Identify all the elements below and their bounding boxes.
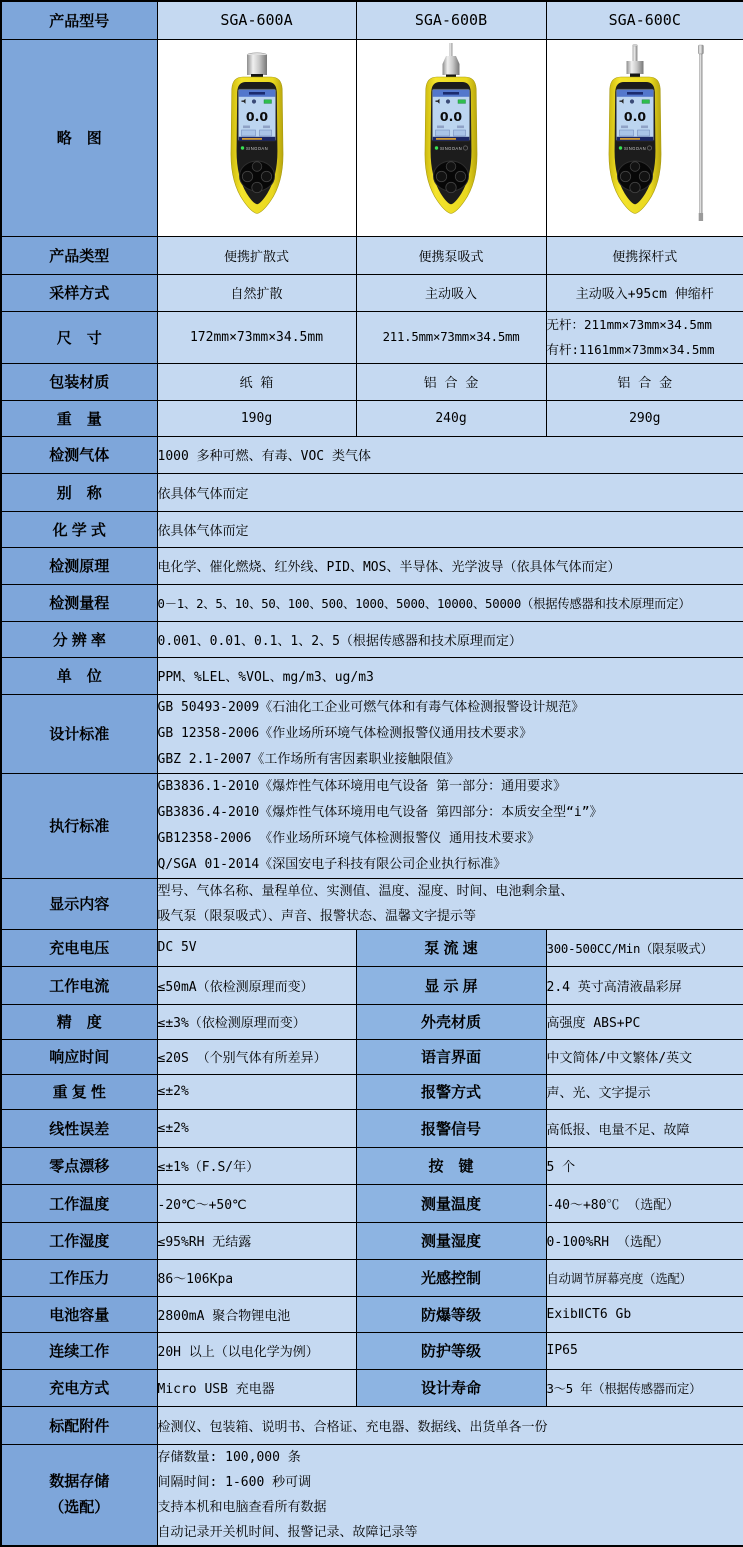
row-label-resolution: 分 辨 率 — [1, 621, 157, 657]
cell-repeatability: ≤±2% — [157, 1074, 356, 1109]
device-photo-sga-600c — [560, 43, 730, 228]
cell-pump-flow: 300-500CC/Min（限泵吸式） — [546, 929, 743, 966]
row-label-pump-flow: 泵 流 速 — [356, 929, 546, 966]
row-working-humidity-measure-humidity — [1, 1222, 743, 1259]
cell-continuous-work: 20H 以上（以电化学为例） — [157, 1332, 356, 1369]
row-detected-gases — [1, 436, 743, 473]
row-label-protection-grade: 防护等级 — [356, 1332, 546, 1369]
row-label-continuous-work: 连续工作 — [1, 1332, 157, 1369]
row-linearity-alarm-signal — [1, 1109, 743, 1147]
row-label-working-current: 工作电流 — [1, 966, 157, 1004]
device-screen-reading: 0.0 — [245, 109, 267, 124]
row-detection-range — [1, 584, 743, 621]
row-label-repeatability: 重 复 性 — [1, 1074, 157, 1109]
telescopic-probe-rod — [698, 45, 703, 221]
row-label-product-model: 产品型号 — [1, 1, 157, 39]
cell-working-temperature: -20℃～+50℃ — [157, 1184, 356, 1222]
cell-working-pressure: 86～106Kpa — [157, 1259, 356, 1296]
row-label-packing-material: 包装材质 — [1, 363, 157, 400]
cell-working-humidity: ≤95%RH 无结露 — [157, 1222, 356, 1259]
device-led — [240, 146, 243, 149]
row-chemical-formula — [1, 511, 743, 547]
cell-detection-range: 0－1、2、5、10、50、100、500、1000、5000、10000、50000（根据传感器和技术原理而定） — [157, 584, 743, 621]
cell-weight-c: 290g — [546, 400, 743, 436]
design-standard-line: GBZ 2.1-2007《工作场所有害因素职业接触限值》 — [158, 747, 743, 773]
display-content-line: 吸气泵（限泵吸式）、声音、报警状态、温馨文字提示等 — [158, 904, 743, 929]
row-label-display-content: 显示内容 — [1, 878, 157, 929]
cell-accuracy: ≤±3%（依检测原理而变） — [157, 1004, 356, 1039]
row-label-data-storage — [1, 1444, 157, 1546]
row-label-standard-accessories: 标配附件 — [1, 1406, 157, 1444]
cell-dimensions-a: 172mm×73mm×34.5mm — [157, 311, 356, 363]
row-label-display-screen: 显 示 屏 — [356, 966, 546, 1004]
row-working-pressure-light-control — [1, 1259, 743, 1296]
data-storage-line: 自动记录开关机时间、报警记录、故障记录等 — [158, 1520, 743, 1545]
cell-working-current: ≤50mA（依检测原理而变） — [157, 966, 356, 1004]
row-sampling-method — [1, 274, 743, 311]
cell-product-type-c: 便携探杆式 — [546, 236, 743, 274]
row-product-model — [1, 1, 743, 39]
cell-photo-sga-600b — [356, 39, 546, 236]
dimensions-c-line1: 无杆：211mm×73mm×34.5mm — [547, 312, 743, 337]
row-label-measure-humidity: 测量湿度 — [356, 1222, 546, 1259]
device-led — [435, 146, 438, 149]
row-label-language-ui: 语言界面 — [356, 1039, 546, 1074]
cell-measure-humidity: 0-100%RH （选配） — [546, 1222, 743, 1259]
row-label-design-standards: 设计标准 — [1, 694, 157, 773]
row-label-response-time: 响应时间 — [1, 1039, 157, 1074]
row-label-zero-drift: 零点漂移 — [1, 1147, 157, 1184]
row-label-product-type: 产品类型 — [1, 236, 157, 274]
cell-protection-grade: IP65 — [546, 1332, 743, 1369]
data-storage-label-line1: 数据存储 — [2, 1469, 157, 1495]
design-standard-line: GB 12358-2006《作业场所环境气体检测报警仪通用技术要求》 — [158, 721, 743, 747]
cell-sampling-a: 自然扩散 — [157, 274, 356, 311]
cell-detected-gases: 1000 多种可燃、有毒、VOC 类气体 — [157, 436, 743, 473]
dimensions-c-line2: 有杆:1161mm×73mm×34.5mm — [547, 337, 743, 362]
row-repeatability-alarm-mode — [1, 1074, 743, 1109]
row-label-explosion-proof-grade: 防爆等级 — [356, 1296, 546, 1332]
design-standard-line: GB 50493-2009《石油化工企业可燃气体和有毒气体检测报警设计规范》 — [158, 695, 743, 721]
execution-standard-line: GB12358-2006 《作业场所环境气体检测报警仪 通用技术要求》 — [158, 826, 743, 852]
cell-packing-a: 纸 箱 — [157, 363, 356, 400]
cell-product-type-a: 便携扩散式 — [157, 236, 356, 274]
row-label-battery-capacity: 电池容量 — [1, 1296, 157, 1332]
cell-linearity-error: ≤±2% — [157, 1109, 356, 1147]
row-label-detection-range: 检测量程 — [1, 584, 157, 621]
row-response-time-language — [1, 1039, 743, 1074]
data-storage-line: 间隔时间: 1-600 秒可调 — [158, 1470, 743, 1495]
cell-response-time: ≤20S （个别气体有所差异） — [157, 1039, 356, 1074]
row-design-standards — [1, 694, 743, 773]
cell-display-content — [157, 878, 743, 929]
cell-data-storage — [157, 1444, 743, 1546]
row-label-linearity-error: 线性误差 — [1, 1109, 157, 1147]
row-label-light-control: 光感控制 — [356, 1259, 546, 1296]
row-accuracy-shell — [1, 1004, 743, 1039]
row-zero-drift-buttons — [1, 1147, 743, 1184]
cell-alarm-signal: 高低报、电量不足、故障 — [546, 1109, 743, 1147]
row-execution-standards — [1, 773, 743, 878]
cell-explosion-proof-grade: ExibⅡCT6 Gb — [546, 1296, 743, 1332]
row-label-sketch: 略 图 — [1, 39, 157, 236]
row-label-buttons: 按 键 — [356, 1147, 546, 1184]
execution-standard-line: GB3836.4-2010《爆炸性气体环境用电气设备 第四部分：本质安全型“i”》 — [158, 800, 743, 826]
row-charging-method-design-life — [1, 1369, 743, 1406]
row-charge-voltage-pump-flow — [1, 929, 743, 966]
row-detection-principle — [1, 547, 743, 584]
cell-packing-b: 铝 合 金 — [356, 363, 546, 400]
cell-execution-standards — [157, 773, 743, 878]
row-product-type — [1, 236, 743, 274]
cell-units: PPM、%LEL、%VOL、mg/m3、ug/m3 — [157, 657, 743, 694]
data-storage-label-line2: （选配） — [2, 1495, 157, 1521]
cell-buttons: 5 个 — [546, 1147, 743, 1184]
row-label-shell-material: 外壳材质 — [356, 1004, 546, 1039]
row-weight — [1, 400, 743, 436]
row-label-detection-principle: 检测原理 — [1, 547, 157, 584]
cell-dimensions-b: 211.5mm×73mm×34.5mm — [356, 311, 546, 363]
row-label-working-pressure: 工作压力 — [1, 1259, 157, 1296]
device-screen-reading: 0.0 — [440, 109, 462, 124]
cell-language-ui: 中文简体/中文繁体/英文 — [546, 1039, 743, 1074]
cell-chemical-formula: 依具体气体而定 — [157, 511, 743, 547]
cell-alarm-mode: 声、光、文字提示 — [546, 1074, 743, 1109]
cell-shell-material: 高强度 ABS+PC — [546, 1004, 743, 1039]
row-label-accuracy: 精 度 — [1, 1004, 157, 1039]
device-brand-text: SINGOAN — [624, 146, 646, 151]
row-working-current-display — [1, 966, 743, 1004]
row-working-temp-measure-temp — [1, 1184, 743, 1222]
row-label-working-humidity: 工作湿度 — [1, 1222, 157, 1259]
row-continuous-work-protection — [1, 1332, 743, 1369]
row-label-execution-standards: 执行标准 — [1, 773, 157, 878]
cell-design-standards — [157, 694, 743, 773]
row-label-units: 单 位 — [1, 657, 157, 694]
device-photo-sga-600a — [182, 43, 332, 228]
cell-photo-sga-600a — [157, 39, 356, 236]
cell-charging-method: Micro USB 充电器 — [157, 1369, 356, 1406]
cell-weight-a: 190g — [157, 400, 356, 436]
device-photo-sga-600b — [376, 43, 526, 228]
display-content-line: 型号、气体名称、量程单位、实测值、温度、湿度、时间、电池剩余量、 — [158, 879, 743, 904]
cell-charge-voltage: DC 5V — [157, 929, 356, 966]
row-packing-material — [1, 363, 743, 400]
row-resolution — [1, 621, 743, 657]
row-label-charge-voltage: 充电电压 — [1, 929, 157, 966]
row-label-detected-gases: 检测气体 — [1, 436, 157, 473]
model-name-sga-600c: SGA-600C — [546, 1, 743, 39]
model-name-sga-600b: SGA-600B — [356, 1, 546, 39]
cell-resolution: 0.001、0.01、0.1、1、2、5（根据传感器和技术原理而定） — [157, 621, 743, 657]
row-label-alarm-signal: 报警信号 — [356, 1109, 546, 1147]
row-standard-accessories — [1, 1406, 743, 1444]
row-label-sampling-method: 采样方式 — [1, 274, 157, 311]
device-brand-text: SINGOAN — [245, 146, 267, 151]
row-display-content — [1, 878, 743, 929]
cell-light-control: 自动调节屏幕亮度（选配） — [546, 1259, 743, 1296]
cell-zero-drift: ≤±1%（F.S/年） — [157, 1147, 356, 1184]
cell-measure-temperature: -40～+80℃ （选配） — [546, 1184, 743, 1222]
row-data-storage — [1, 1444, 743, 1546]
row-label-charging-method: 充电方式 — [1, 1369, 157, 1406]
row-label-alarm-mode: 报警方式 — [356, 1074, 546, 1109]
cell-product-type-b: 便携泵吸式 — [356, 236, 546, 274]
cell-sampling-c: 主动吸入+95cm 伸缩杆 — [546, 274, 743, 311]
cell-packing-c: 铝 合 金 — [546, 363, 743, 400]
row-label-measure-temperature: 测量温度 — [356, 1184, 546, 1222]
cell-photo-sga-600c — [546, 39, 743, 236]
cell-sampling-b: 主动吸入 — [356, 274, 546, 311]
cell-dimensions-c — [546, 311, 743, 363]
row-label-chemical-formula: 化 学 式 — [1, 511, 157, 547]
device-brand-text: SINGOAN — [440, 146, 462, 151]
model-name-sga-600a: SGA-600A — [157, 1, 356, 39]
cell-alias: 依具体气体而定 — [157, 473, 743, 511]
cell-standard-accessories: 检测仪、包装箱、说明书、合格证、充电器、数据线、出货单各一份 — [157, 1406, 743, 1444]
row-label-dimensions: 尺 寸 — [1, 311, 157, 363]
row-battery-explosion-proof — [1, 1296, 743, 1332]
row-sketch — [1, 39, 743, 236]
row-label-design-life: 设计寿命 — [356, 1369, 546, 1406]
row-units — [1, 657, 743, 694]
row-label-working-temperature: 工作温度 — [1, 1184, 157, 1222]
cell-weight-b: 240g — [356, 400, 546, 436]
row-dimensions — [1, 311, 743, 363]
cell-detection-principle: 电化学、催化燃烧、红外线、PID、MOS、半导体、光学波导（依具体气体而定） — [157, 547, 743, 584]
row-label-weight: 重 量 — [1, 400, 157, 436]
cell-display-screen: 2.4 英寸高清液晶彩屏 — [546, 966, 743, 1004]
execution-standard-line: Q/SGA 01-2014《深国安电子科技有限公司企业执行标准》 — [158, 852, 743, 878]
data-storage-line: 支持本机和电脑查看所有数据 — [158, 1495, 743, 1520]
cell-design-life: 3～5 年（根据传感器而定） — [546, 1369, 743, 1406]
execution-standard-line: GB3836.1-2010《爆炸性气体环境用电气设备 第一部分：通用要求》 — [158, 774, 743, 800]
cell-battery-capacity: 2800mA 聚合物锂电池 — [157, 1296, 356, 1332]
device-led — [619, 146, 622, 149]
row-alias — [1, 473, 743, 511]
row-label-alias: 别 称 — [1, 473, 157, 511]
device-screen-reading: 0.0 — [624, 109, 646, 124]
data-storage-line: 存储数量: 100,000 条 — [158, 1445, 743, 1470]
